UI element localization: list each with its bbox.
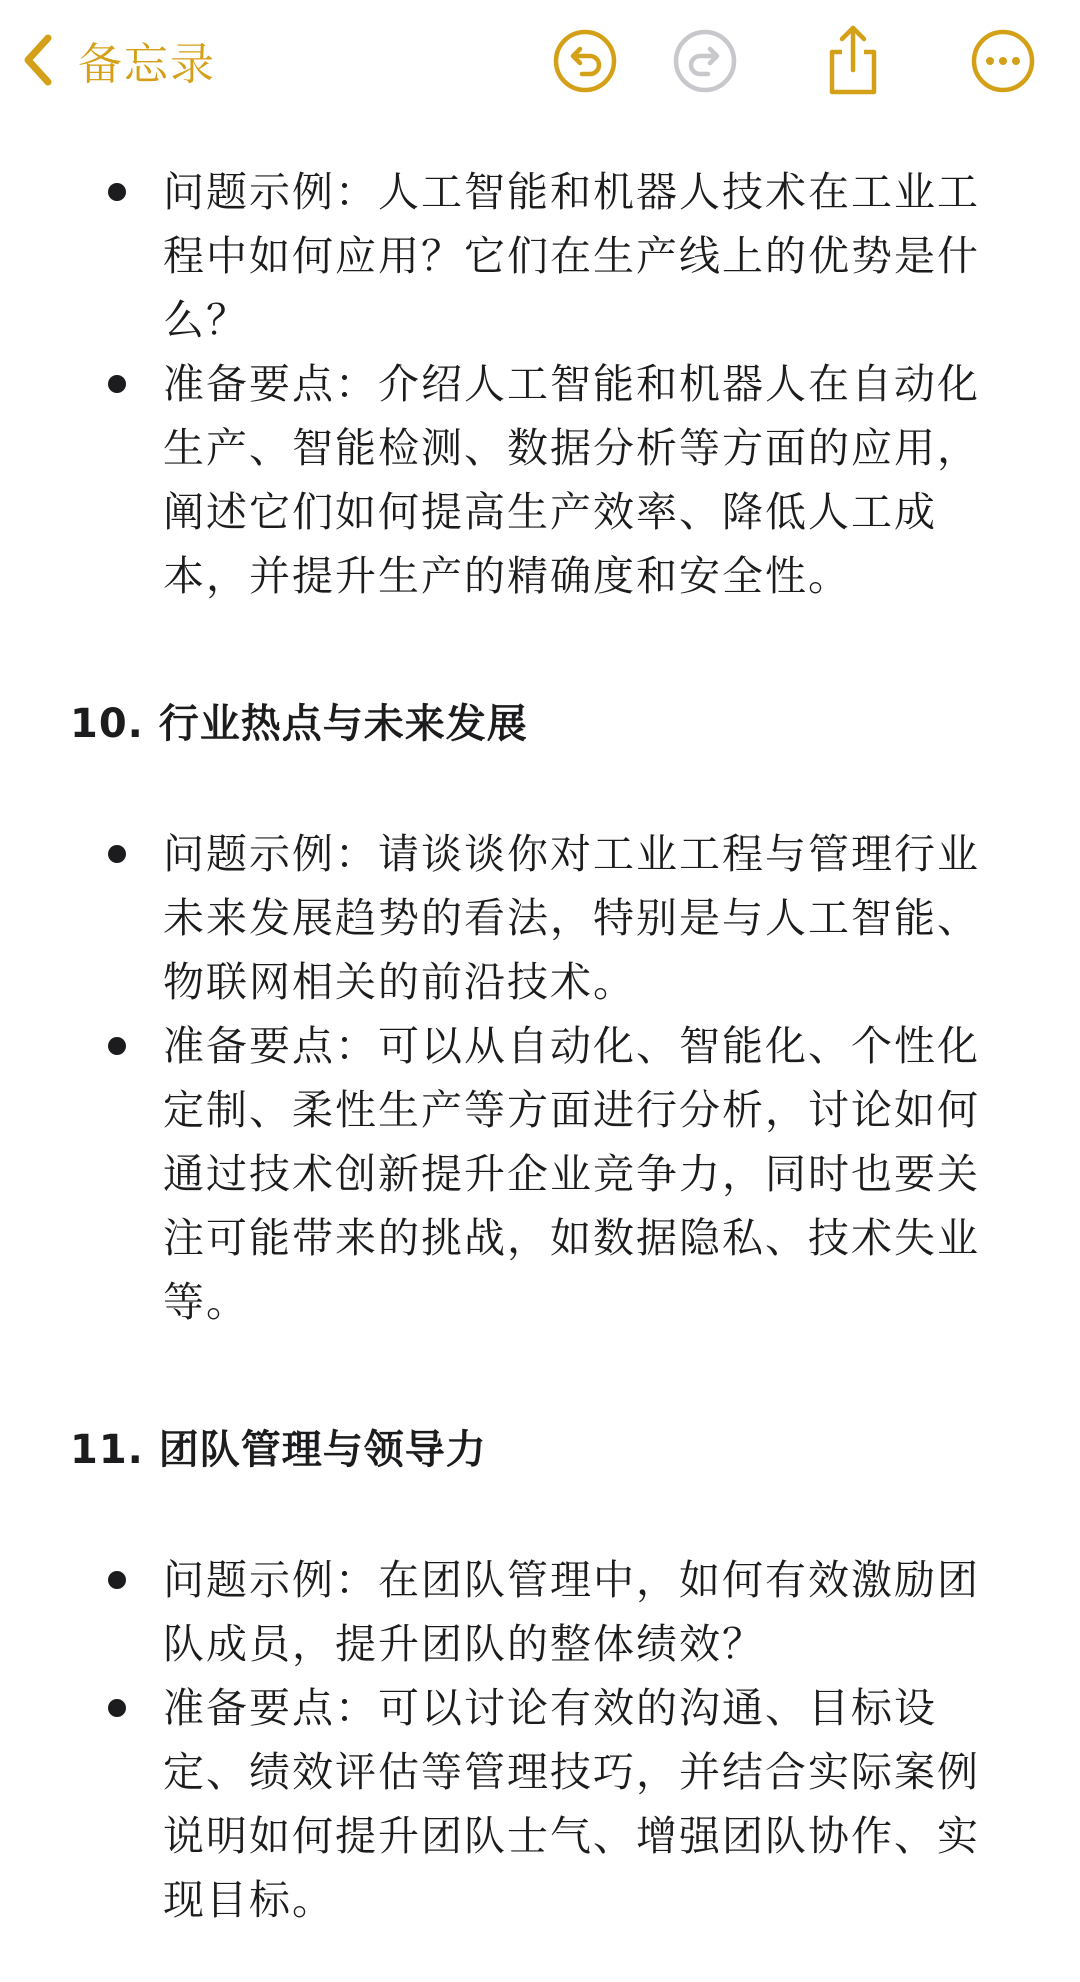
- list-item-text: 问题示例：请谈谈你对工业工程与管理行业未来发展趋势的看法，特别是与人工智能、物联网相关的前沿技术。: [163, 830, 980, 1006]
- bullet-list: [0, 822, 1080, 1334]
- list-item: [0, 160, 1080, 352]
- list-item-text: 准备要点：可以从自动化、智能化、个性化定制、柔性生产等方面进行分析，讨论如何通过技术创新提升企业竞争力，同时也要关注可能带来的挑战，如数据隐私、技术失业等。: [163, 1022, 980, 1326]
- bullet-list: [0, 160, 1080, 608]
- back-button[interactable]: [18, 22, 216, 98]
- bullet-dot: [108, 1037, 126, 1055]
- redo-icon: [672, 28, 738, 94]
- list-item: [0, 1014, 1080, 1334]
- section-heading: 11. 团队管理与领导力: [70, 1427, 487, 1473]
- list-item-text: 问题示例：在团队管理中，如何有效激励团队成员，提升团队的整体绩效？: [163, 1556, 980, 1668]
- chevron-left-icon: [18, 30, 58, 90]
- navigation-bar: [0, 0, 1080, 120]
- list-item-text: 问题示例：人工智能和机器人技术在工业工程中如何应用？它们在生产线上的优势是什么？: [163, 168, 980, 344]
- list-item: [0, 352, 1080, 608]
- share-button[interactable]: [822, 22, 884, 98]
- share-icon: [822, 22, 884, 98]
- undo-icon: [552, 28, 618, 94]
- redo-button[interactable]: [672, 28, 738, 94]
- list-item-text: 准备要点：介绍人工智能和机器人在自动化生产、智能检测、数据分析等方面的应用，阐述它们如何提高生产效率、降低人工成本，并提升生产的精确度和安全性。: [163, 360, 980, 600]
- bullet-list: [0, 1548, 1080, 1932]
- list-item-text: 准备要点：可以讨论有效的沟通、目标设定、绩效评估等管理技巧，并结合实际案例说明如何提升团队士气、增强团队协作、实现目标。: [163, 1684, 980, 1924]
- list-item: [0, 822, 1080, 1014]
- back-label: 备忘录: [78, 39, 216, 90]
- more-icon: [970, 28, 1036, 94]
- more-button[interactable]: [970, 28, 1036, 94]
- bullet-dot: [108, 1571, 126, 1589]
- bullet-dot: [108, 183, 126, 201]
- undo-button[interactable]: [552, 28, 618, 94]
- list-item: [0, 1676, 1080, 1932]
- bullet-dot: [108, 845, 126, 863]
- list-item: [0, 1548, 1080, 1676]
- bullet-dot: [108, 1699, 126, 1717]
- bullet-dot: [108, 375, 126, 393]
- section-heading: 10. 行业热点与未来发展: [70, 701, 528, 747]
